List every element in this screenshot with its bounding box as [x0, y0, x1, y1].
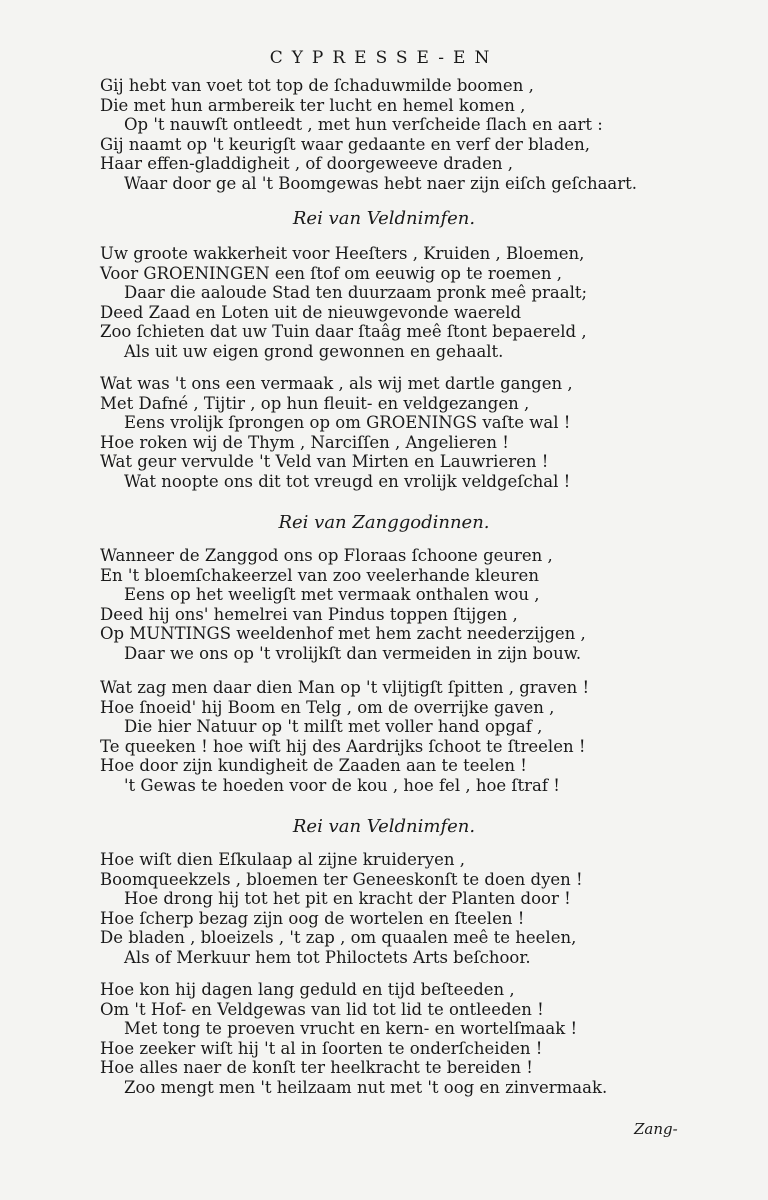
verse-line: Gij hebt van voet tot top de ſchaduwmilde boomen , — [100, 76, 534, 95]
catchword: Zang- — [634, 1120, 678, 1138]
running-head: CYPRESSE-EN — [269, 48, 499, 68]
stanza — [100, 678, 660, 796]
verse-line: Hoe alles naer de konſt ter heelkracht te bereiden ! — [100, 1058, 533, 1078]
verse-line: Te queeken ! hoe wiſt hij des Aardrijks ſchoot te ſtreelen ! — [100, 736, 586, 756]
section-heading: Rei van Veldnimfen. — [292, 208, 476, 229]
verse-line: Als of Merkuur hem tot Philoctets Arts beſchoor. — [124, 947, 531, 967]
verse-line: Die hier Natuur op 't milſt met voller hand opgaf , — [124, 717, 543, 737]
verse-line: Met tong te proeven vrucht en kern- en wortelſmaak ! — [124, 1019, 578, 1039]
verse-line: Wanneer de Zanggod ons op Floraas ſchoone geuren , — [100, 546, 553, 565]
verse-line: Hoe wiſt dien Eſkulaap al zijne kruideryen , — [100, 850, 466, 869]
section-heading: Rei van Zanggodinnen. — [278, 512, 490, 533]
verse-line: Die met hun armbereik ter lucht en hemel komen , — [100, 95, 526, 115]
verse-line: Hoe kon hij dagen lang geduld en tijd beſteeden , — [100, 980, 515, 999]
verse-line: Zoo ſchieten dat uw Tuin daar ſtaâg meê ſtont bepaereld , — [100, 322, 587, 342]
verse-line: Hoe ſnoeid' hij Boom en Telg , om de overrijke gaven , — [100, 697, 555, 717]
verse-line: Waar door ge al 't Boomgewas hebt naer zijn eiſch geſchaart. — [124, 173, 638, 193]
verse-line: Wat geur vervulde 't Veld van Mirten en Lauwrieren ! — [100, 452, 549, 472]
verse-line: Gij naamt op 't keurigſt waar gedaante en verf der bladen, — [100, 134, 590, 154]
stanza — [100, 546, 660, 664]
verse-line: Als uit uw eigen grond gewonnen en gehaalt. — [124, 341, 504, 361]
verse-line: Met Dafné , Tijtir , op hun fleuit- en veldgezangen , — [100, 393, 530, 413]
verse-line: Wat was 't ons een vermaak , als wij met dartle gangen , — [100, 374, 573, 393]
verse-line: Wat zag men daar dien Man op 't vlijtigſt ſpitten , graven ! — [100, 678, 590, 697]
verse-line: Boomqueekzels , bloemen ter Geneeskonſt te doen dyen ! — [100, 869, 583, 889]
verse-line: Om 't Hof- en Veldgewas van lid tot lid te ontleeden ! — [100, 999, 544, 1019]
verse-line: Voor GROENINGEN een ſtof om eeuwig op te roemen , — [100, 263, 562, 283]
verse-line: Deed hij ons' hemelrei van Pindus toppen ſtijgen , — [100, 604, 518, 624]
verse-line: Uw groote wakkerheit voor Heeſters , Kruiden , Bloemen, — [100, 244, 585, 263]
verse-line: Daar die aaloude Stad ten duurzaam pronk meê praalt; — [124, 283, 588, 303]
verse-line: 't Gewas te hoeden voor de kou , hoe fel , hoe ſtraf ! — [124, 775, 560, 795]
verse-line: Haar effen-gladdigheit , of doorgeweeve draden , — [100, 154, 513, 174]
stanza — [100, 850, 660, 968]
verse-line: De bladen , bloeizels , 't zap , om quaalen meê te heelen, — [100, 928, 577, 948]
stanza — [100, 980, 660, 1098]
verse-line: Hoe drong hij tot het pit en kracht der Planten door ! — [124, 889, 571, 909]
verse-line: Hoe roken wij de Thym , Narciſſen , Angelieren ! — [100, 432, 509, 452]
verse-line: Hoe ſcherp bezag zijn oog de wortelen en ſteelen ! — [100, 908, 525, 928]
verse-line: Eens op het weeligſt met vermaak onthalen wou , — [124, 585, 540, 605]
section-heading: Rei van Veldnimfen. — [292, 816, 476, 837]
verse-line: Op 't nauwſt ontleedt , met hun verſcheide ſlach en aart : — [124, 115, 603, 135]
verse-line: Op MUNTINGS weeldenhof met hem zacht neederzijgen , — [100, 624, 586, 644]
stanza — [100, 244, 660, 362]
verse-line: Daar we ons op 't vrolijkſt dan vermeiden in zijn bouw. — [124, 643, 582, 663]
verse-line: Eens vrolijk ſprongen op om GROENINGS vaſte wal ! — [124, 413, 571, 433]
stanza — [100, 76, 660, 194]
verse-line: Hoe zeeker wiſt hij 't al in ſoorten te onderſcheiden ! — [100, 1038, 543, 1058]
verse-line: Zoo mengt men 't heilzaam nut met 't oog en zinvermaak. — [124, 1077, 608, 1097]
verse-line: Wat noopte ons dit tot vreugd en vrolijk veldgeſchal ! — [124, 471, 571, 491]
verse-line: Deed Zaad en Loten uit de nieuwgevonde waereld — [100, 302, 522, 322]
verse-line: Hoe door zijn kundigheit de Zaaden aan te teelen ! — [100, 756, 527, 776]
verse-line: En 't bloemſchakeerzel van zoo veelerhande kleuren — [100, 565, 539, 585]
stanza — [100, 374, 660, 492]
